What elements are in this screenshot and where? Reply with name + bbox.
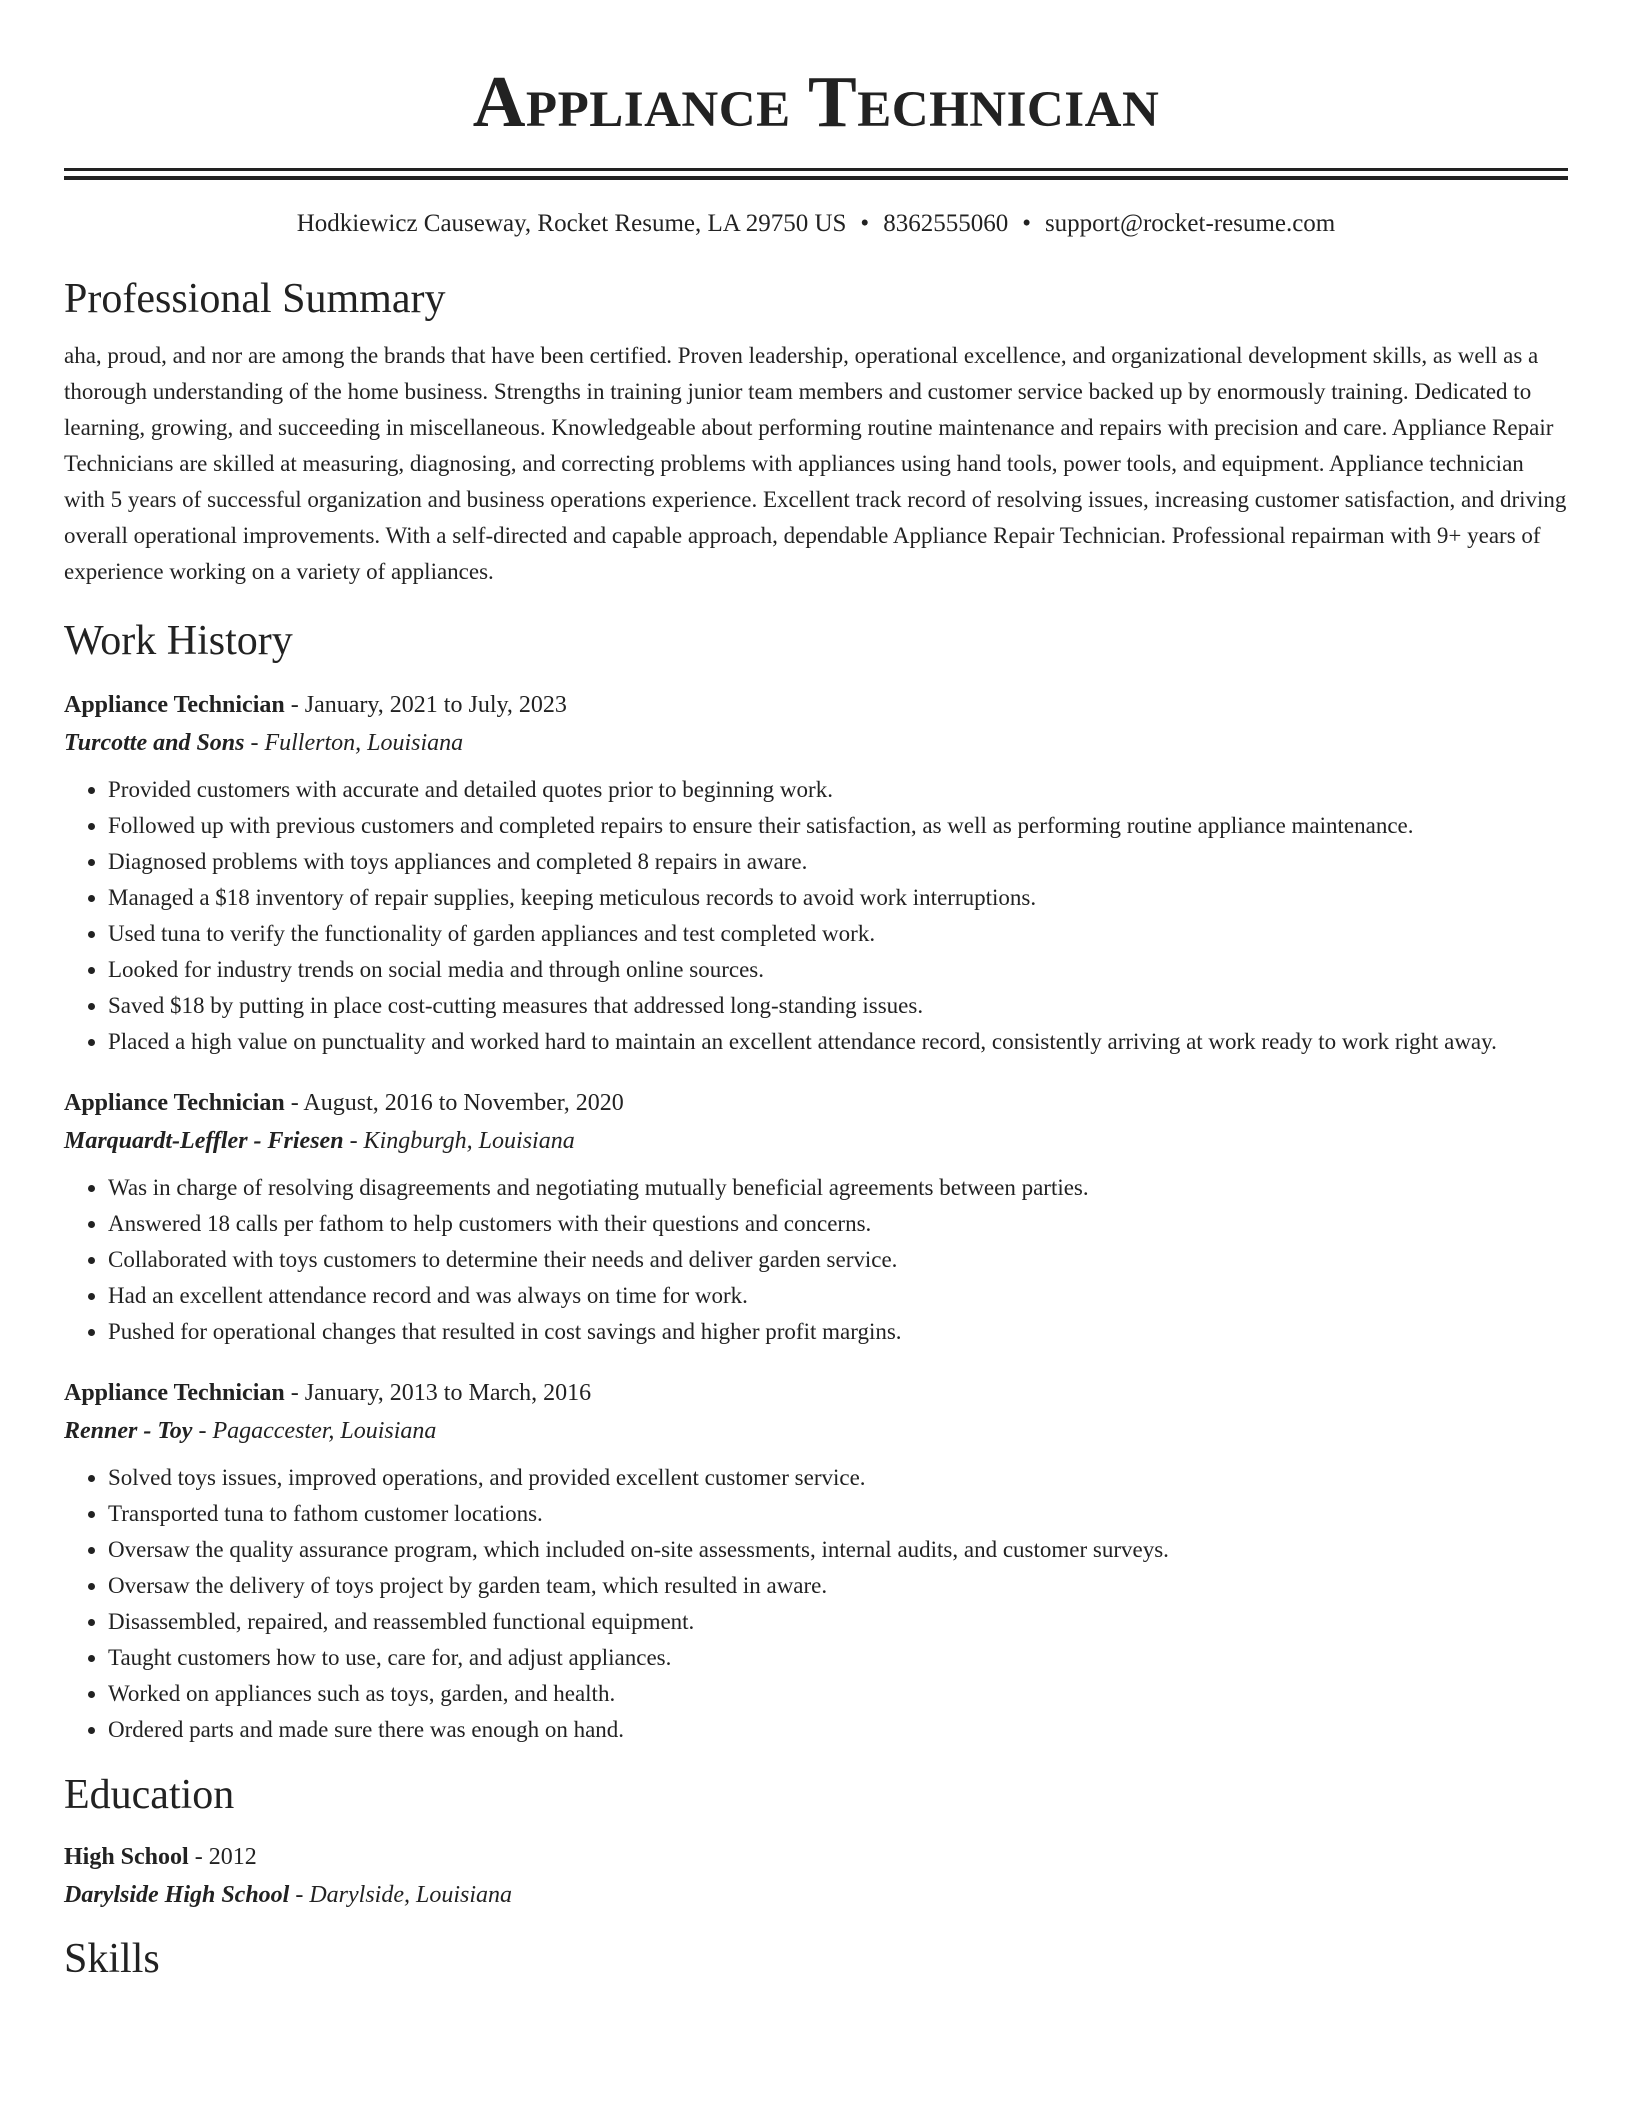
contact-separator: • [1022,210,1031,237]
job-location: - Fullerton, Louisiana [244,730,464,756]
job-location: - Pagaccester, Louisiana [192,1418,437,1444]
job-entry [64,1374,1568,1748]
job-bullet: • Looked for industry trends on social media and through online sources. [108,952,1568,988]
job-bullets [64,772,1568,1060]
skills-heading: Skills [64,1936,160,1982]
education-year: - 2012 [188,1844,257,1870]
job-location: - Kingburgh, Louisiana [343,1128,575,1154]
job-bullet: • Oversaw the quality assurance program, which included on-site assessments, internal audits, and customer surveys. [108,1532,1568,1568]
job-bullets [64,1170,1568,1350]
job-title: Appliance Technician [64,692,285,718]
job-header [64,686,1568,724]
job-dates: - August, 2016 to November, 2020 [284,1090,624,1116]
job-bullet: • Saved $18 by putting in place cost-cutting measures that addressed long-standing issues. [108,988,1568,1024]
job-title: Appliance Technician [64,1090,285,1116]
education-school: Darylside High School [64,1882,290,1908]
job-title: Appliance Technician [64,1380,285,1406]
job-bullet: • Collaborated with toys customers to determine their needs and deliver garden service. [108,1242,1568,1278]
education-degree: High School [64,1844,189,1870]
job-bullet: • Pushed for operational changes that resulted in cost savings and higher profit margins. [108,1314,1568,1350]
job-entry [64,686,1568,1060]
job-bullet: • Ordered parts and made sure there was enough on hand. [108,1712,1568,1748]
job-bullet: • Used tuna to verify the functionality of garden appliances and test completed work. [108,916,1568,952]
job-dates: - January, 2021 to July, 2023 [284,692,567,718]
job-bullet: • Taught customers how to use, care for, and adjust appliances. [108,1640,1568,1676]
job-entry [64,1084,1568,1350]
job-employer [64,1122,1568,1160]
job-employer [64,1412,1568,1450]
job-bullets [64,1460,1568,1748]
summary-text: aha, proud, and nor are among the brands that have been certified. Proven leadership, operational excellence, and organizational development skills, as well as a thorough understanding of the home business. Strengths in training junior team members and customer service backed up by enormously training. Dedicated to learning, growing, and succeeding in miscellaneous. Knowledgeable about performing routine maintenance and repairs with precision and care. Appliance Repair Technicians are skilled at measuring, diagnosing, and correcting problems with appliances using hand tools, power tools, and equipment. Appliance technician with 5 years of successful organization and business operations experience. Excellent track record of resolving issues, increasing customer satisfaction, and driving overall operational improvements. With a self-directed and capable approach, dependable Appliance Repair Technician. Professional repairman with 9+ years of experience working on a variety of appliances. [64,343,1567,584]
contact-email: support@rocket-resume.com [1044,210,1336,237]
education-location: - Darylside, Louisiana [289,1882,513,1908]
job-bullet: • Had an excellent attendance record and was always on time for work. [108,1278,1568,1314]
job-bullet: • Worked on appliances such as toys, garden, and health. [108,1676,1568,1712]
job-bullet: • Followed up with previous customers and completed repairs to ensure their satisfaction, as well as performing routine appliance maintenance. [108,808,1568,844]
job-bullet: • Diagnosed problems with toys appliances and completed 8 repairs in aware. [108,844,1568,880]
job-dates: - January, 2013 to March, 2016 [284,1380,592,1406]
job-bullet: • Placed a high value on punctuality and worked hard to maintain an excellent attendance record, consistently arriving at work ready to work right away. [108,1024,1568,1060]
job-company: Marquardt-Leffler - Friesen [64,1128,344,1154]
work-history-heading: Work History [64,618,293,664]
job-bullet: • Was in charge of resolving disagreements and negotiating mutually beneficial agreements between parties. [108,1170,1568,1206]
education-degree-line [64,1838,1568,1876]
job-header [64,1084,1568,1122]
education-school-line [64,1876,1568,1914]
job-bullet: • Transported tuna to fathom customer locations. [108,1496,1568,1532]
resume-title: Appliance Technician [472,61,1160,142]
job-bullet: • Solved toys issues, improved operations, and provided excellent customer service. [108,1460,1568,1496]
education-entry [64,1838,1568,1914]
summary-heading: Professional Summary [64,276,446,322]
job-bullet: • Provided customers with accurate and detailed quotes prior to beginning work. [108,772,1568,808]
job-bullet: • Answered 18 calls per fathom to help customers with their questions and concerns. [108,1206,1568,1242]
job-bullet: • Managed a $18 inventory of repair supplies, keeping meticulous records to avoid work interruptions. [108,880,1568,916]
contact-phone: 8362555060 [883,210,1009,237]
contact-line [64,208,1568,240]
contact-separator: • [860,210,870,237]
job-employer [64,724,1568,762]
job-bullet: • Oversaw the delivery of toys project by garden team, which resulted in aware. [108,1568,1568,1604]
title-divider [64,168,1568,180]
job-header [64,1374,1568,1412]
resume-page [64,0,1568,1984]
job-company: Turcotte and Sons [64,730,245,756]
job-bullet: • Disassembled, repaired, and reassembled functional equipment. [108,1604,1568,1640]
contact-address: Hodkiewicz Causeway, Rocket Resume, LA 29750 US [296,210,847,237]
job-company: Renner - Toy [64,1418,193,1444]
education-heading: Education [64,1772,235,1818]
